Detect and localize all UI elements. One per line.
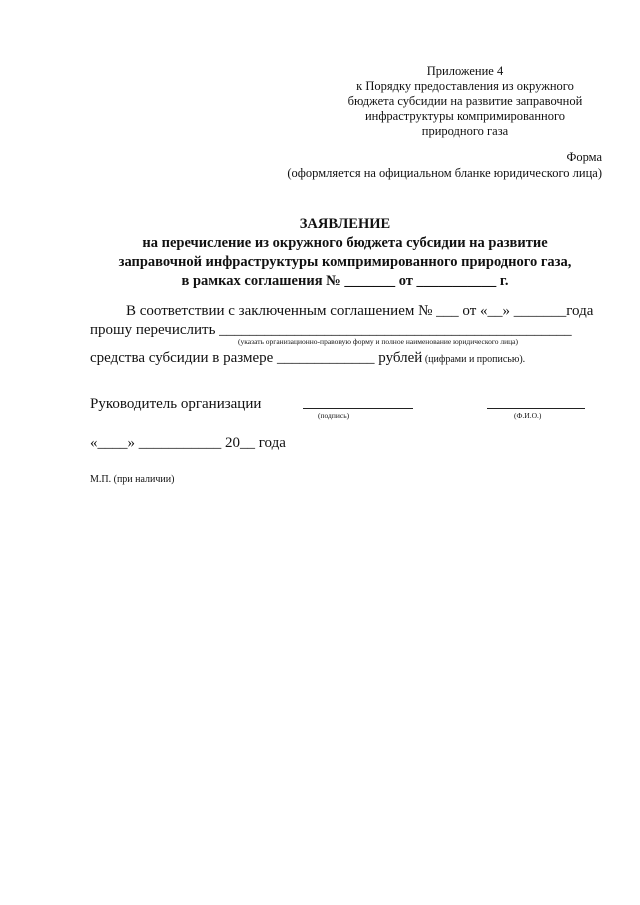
title-line-3: в рамках соглашения № _______ от ___________ г.	[181, 273, 509, 289]
stamp-note: М.П. (при наличии)	[90, 474, 175, 485]
title-heading: ЗАЯВЛЕНИЕ	[299, 216, 391, 232]
body-line-3	[90, 349, 525, 367]
annex-line: к Порядку предоставления из окружного	[356, 79, 574, 93]
title-line-2: заправочной инфраструктуры компримированного природного газа,	[118, 254, 572, 270]
annex-line: природного газа	[421, 124, 509, 138]
amount-hint: (цифрами и прописью).	[422, 354, 526, 365]
date-line: «____» ___________ 20__ года	[90, 435, 286, 451]
body-line-2: прошу перечислить _______________________________________________	[90, 322, 572, 338]
form-note: (оформляется на официальном бланке юридического лица)	[287, 166, 602, 180]
signature-line	[303, 408, 413, 409]
name-hint: (Ф.И.О.)	[514, 411, 542, 420]
name-line	[487, 408, 585, 409]
signature-hint: (подпись)	[318, 411, 350, 420]
body-line-1: В соответствии с заключенным соглашением № ___ от «__» _______года	[126, 303, 594, 319]
annex-line: Приложение 4	[426, 64, 504, 78]
head-label: Руководитель организации	[90, 396, 262, 412]
subsidy-amount-text: средства субсидии в размере _____________ рублей	[90, 350, 423, 366]
annex-line: бюджета субсидии на развитие заправочной	[347, 94, 583, 108]
form-label: Форма	[566, 150, 602, 164]
title-line-1: на перечисление из окружного бюджета субсидии на развитие	[142, 235, 548, 251]
annex-line: инфраструктуры компримированного	[364, 109, 566, 123]
recipient-hint: (указать организационно-правовую форму и полное наименование юридического лица)	[238, 337, 519, 346]
annex-block	[330, 64, 600, 139]
